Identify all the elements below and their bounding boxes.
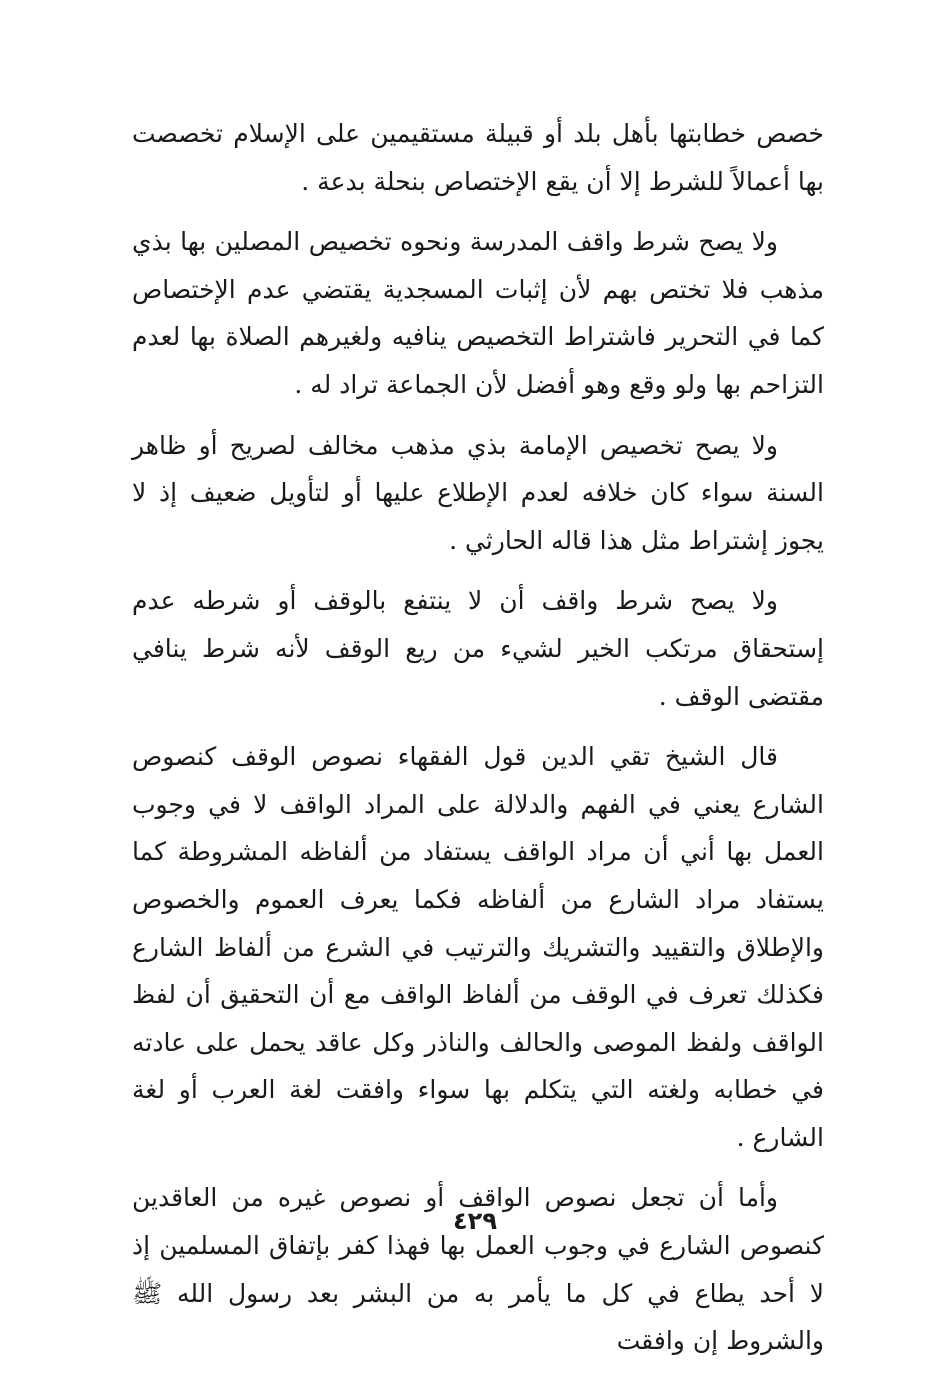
page-number: ٤٢٩	[453, 1207, 497, 1235]
paragraph-4: ولا يصح شرط واقف أن لا ينتفع بالوقف أو شرطه عدم إستحقاق مرتكب الخير لشيء من ريع الوقف لأنه شرط ينافي مقتضى الوقف .	[132, 586, 824, 711]
paragraph-6: وأما أن تجعل نصوص الواقف أو نصوص غيره من العاقدين كنصوص الشارع في وجوب العمل بها فهذا كفر بإتفاق المسلمين إذ لا أحد يطاع في كل ما يأمر به من البشر بعد رسول الله ﷺ والشروط إن وافقت	[132, 1183, 824, 1356]
paragraph-5: قال الشيخ تقي الدين قول الفقهاء نصوص الوقف كنصوص الشارع يعني في الفهم والدلالة على المراد الواقف لا في وجوب العمل بها أني أن مراد الواقف يستفاد من ألفاظه المشروطة كما يستفاد مراد الشارع من ألفاظه فكما يعرف العموم والخصوص والإطلاق والتقييد والتشريك والترتيب في الشرع من ألفاظ الشارع فكذلك تعرف في الوقف من ألفاظ الواقف مع أن التحقيق أن لفظ الواقف ولفظ الموصى والحالف والناذر وكل عاقد يحمل على عادته في خطابه ولغته التي يتكلم بها سواء وافقت لغة العرب أو لغة الشارع .	[132, 742, 824, 1152]
paragraph-3: ولا يصح تخصيص الإمامة بذي مذهب مخالف لصريح أو ظاهر السنة سواء كان خلافه لعدم الإطلاع عليها أو لتأويل ضعيف إذ لا يجوز إشتراط مثل هذا قاله الحارثي .	[132, 430, 824, 555]
paragraph-2: ولا يصح شرط واقف المدرسة ونحوه تخصيص المصلين بها بذي مذهب فلا تختص بهم لأن إثبات المسجدية يقتضي عدم الإختصاص كما في التحرير فاشتراط التخصيص ينافيه ولغيرهم الصلاة بها لعدم التزاحم بها ولو وقع وهو أفضل لأن الجماعة تراد له .	[132, 227, 824, 399]
paragraph-1: خصص خطابتها بأهل بلد أو قبيلة مستقيمين على الإسلام تخصصت بها أعمالاً للشرط إلا أن يقع الإختصاص بنحلة بدعة .	[132, 119, 824, 196]
page-body-text	[132, 110, 824, 1378]
